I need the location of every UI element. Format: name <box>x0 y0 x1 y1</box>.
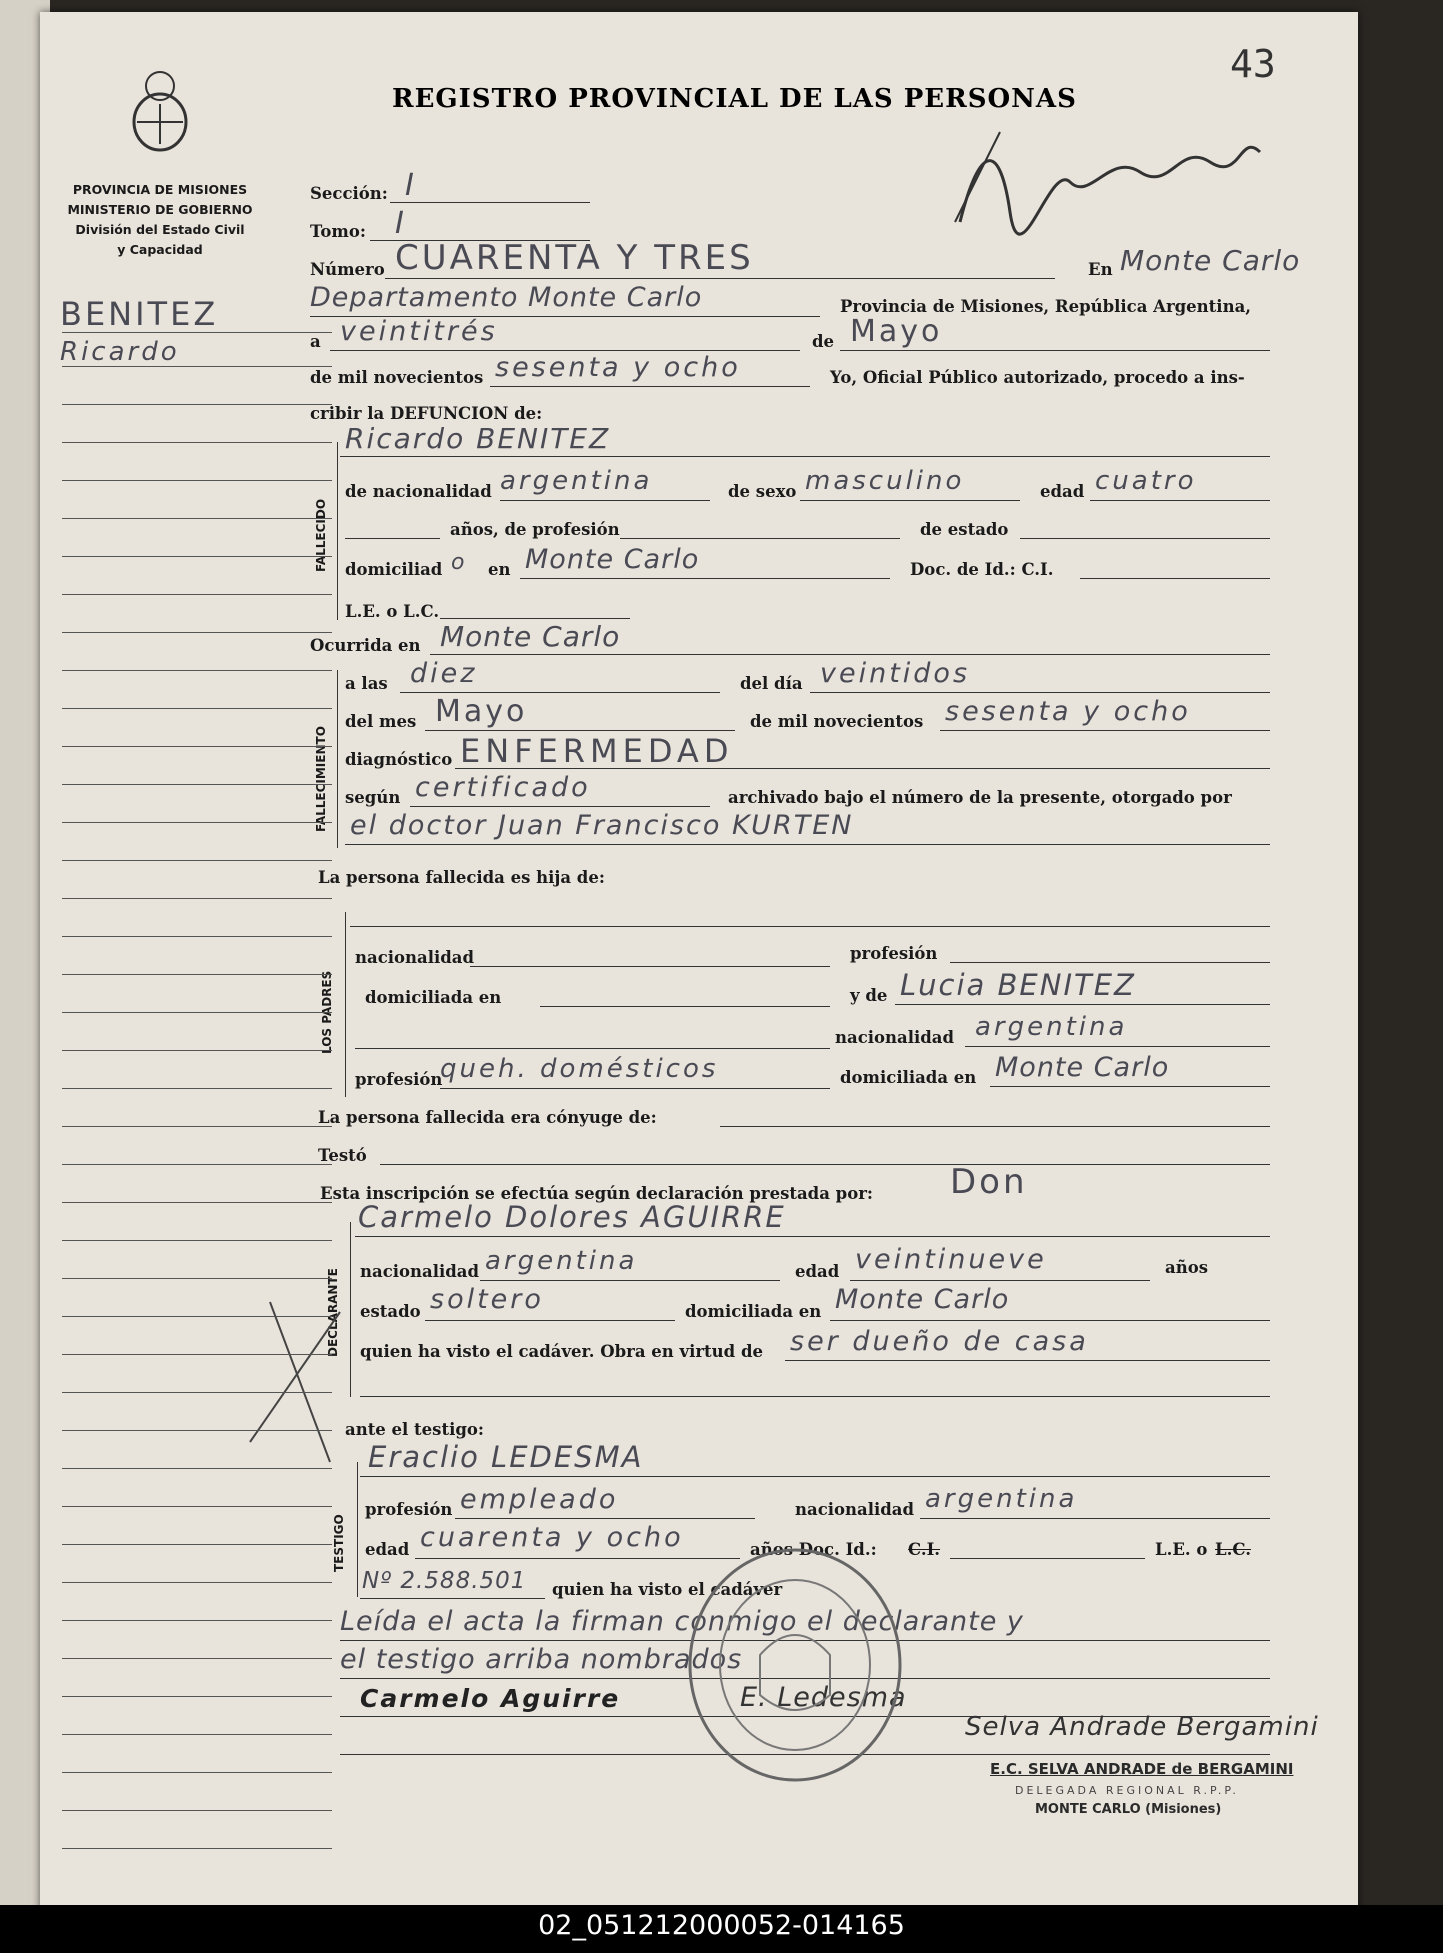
official-signature: Selva Andrade Bergamini <box>965 1712 1319 1742</box>
province-label: PROVINCIA DE MISIONES <box>72 182 248 197</box>
margin-line <box>62 1354 332 1355</box>
de-estado-label: de estado <box>920 520 1009 539</box>
oficial-label: Yo, Oficial Público autorizado, procedo a ins- <box>830 368 1245 387</box>
virtud-value: ser dueño de casa <box>790 1326 1089 1357</box>
margin-line <box>62 1126 332 1127</box>
profesion-madre-value: queh. domésticos <box>440 1054 719 1084</box>
domicilio-padre-line <box>540 1006 830 1007</box>
margin-line <box>62 1316 332 1317</box>
testo-label: Testó <box>318 1146 367 1165</box>
margin-line <box>62 898 332 899</box>
profesion-testigo-label: profesión <box>365 1500 453 1519</box>
dia-fall-value: veintidos <box>820 658 971 689</box>
domicilio-decl-value: Monte Carlo <box>835 1284 1010 1315</box>
fallecido-bar <box>337 442 338 620</box>
margin-line <box>62 1392 332 1393</box>
margin-line <box>62 442 332 443</box>
mes-fall-line <box>425 730 735 731</box>
le-o-label: L.E. o <box>1155 1540 1208 1559</box>
sexo-line <box>800 500 1020 501</box>
edad-label: edad <box>1040 482 1085 501</box>
edad-decl-line <box>850 1280 1150 1281</box>
margin-line <box>62 1734 332 1735</box>
margin-line <box>62 1696 332 1697</box>
de-mil-label: de mil novecientos <box>310 368 484 387</box>
margin-line <box>62 784 332 785</box>
hija-de-label: La persona fallecida es hija de: <box>318 868 605 887</box>
domiciliada-decl-label: domiciliada en <box>685 1302 822 1321</box>
nacionalidad-testigo-value: argentina <box>925 1484 1078 1514</box>
don-value: Don <box>950 1162 1028 1202</box>
anio-fall-line <box>940 730 1270 731</box>
padre-name-line <box>350 926 1270 927</box>
lugar-value: Monte Carlo <box>1120 244 1301 277</box>
anos-decl-label: años <box>1165 1258 1208 1277</box>
margin-line <box>62 708 332 709</box>
margin-line <box>62 1202 332 1203</box>
a-las-label: a las <box>345 674 388 693</box>
margin-line <box>62 1620 332 1621</box>
coat-of-arms-icon <box>125 64 195 154</box>
doc-testigo-line <box>950 1558 1145 1559</box>
seccion-label: Sección: <box>310 184 388 203</box>
declarante-name-line <box>355 1236 1270 1237</box>
inscribir-label: cribir la DEFUNCION de: <box>310 404 543 423</box>
doc-id-label: Doc. de Id.: C.I. <box>910 560 1054 579</box>
del-dia-label: del día <box>740 674 803 693</box>
madre-extra-line <box>355 1048 830 1049</box>
signature-scribble <box>940 122 1270 242</box>
en-domicilio-label: en <box>488 560 511 579</box>
margin-line <box>62 1164 332 1165</box>
division-label-2: y Capacidad <box>117 242 203 257</box>
numero-line <box>385 278 1055 279</box>
profesion-madre-line <box>440 1088 830 1089</box>
nacionalidad-testigo-line <box>920 1518 1270 1519</box>
estado-line <box>1020 538 1270 539</box>
ocurrida-line <box>430 654 1270 655</box>
domicilio-madre-value: Monte Carlo <box>995 1052 1170 1083</box>
de-label: de <box>812 332 835 351</box>
margin-line <box>62 1430 332 1431</box>
domicilio-value: Monte Carlo <box>525 544 700 575</box>
domiciliada-padre-label: domiciliada en <box>365 988 502 1007</box>
declarante-name-value: Carmelo Dolores AGUIRRE <box>358 1200 786 1234</box>
note-text-2: el testigo arriba nombrados <box>340 1644 743 1675</box>
doctor-value: el doctor Juan Francisco KURTEN <box>350 810 854 841</box>
margin-line <box>62 366 332 367</box>
ocurrida-value: Monte Carlo <box>440 620 621 653</box>
margin-line <box>62 670 332 671</box>
nacionalidad-line <box>500 500 710 501</box>
hora-value: diez <box>410 658 478 689</box>
doc-num-line <box>360 1598 545 1599</box>
conyuge-label: La persona fallecida era cónyuge de: <box>318 1108 657 1127</box>
testo-line <box>380 1164 1270 1165</box>
testigo-name-value: Eraclio LEDESMA <box>368 1440 644 1474</box>
official-seal-icon <box>680 1540 910 1790</box>
margin-surname: BENITEZ <box>60 295 219 333</box>
estado-decl-value: soltero <box>430 1284 544 1315</box>
header-block <box>40 180 280 260</box>
testigo-bar <box>357 1462 358 1597</box>
note-text-1: Leída el acta la firman conmigo el declarante y <box>340 1606 1024 1637</box>
stamp-role: DELEGADA REGIONAL R.P.P. <box>1015 1784 1239 1797</box>
mes-fall-value: Mayo <box>435 694 528 729</box>
image-caption: 02_051212000052-014165 <box>538 1910 905 1941</box>
margin-line <box>62 1810 332 1811</box>
domicilio-madre-line <box>990 1086 1270 1087</box>
margin-line <box>62 974 332 975</box>
anio-line <box>490 386 810 387</box>
margin-line <box>62 936 332 937</box>
nacionalidad-value: argentina <box>500 466 653 496</box>
le-lc-label: L.E. o L.C. <box>345 602 440 621</box>
comma-nacionalidad-label: nacionalidad <box>835 1028 954 1047</box>
fallecido-side-label: FALLECIDO <box>314 498 328 572</box>
margin-line <box>62 1582 332 1583</box>
margin-line <box>62 1506 332 1507</box>
domiciliado-label: domiciliad <box>345 560 443 579</box>
segun-value: certificado <box>415 772 591 803</box>
nacionalidad-decl-line <box>480 1280 780 1281</box>
le-lc-line <box>440 618 630 619</box>
domiciliada-madre-label: domiciliada en <box>840 1068 977 1087</box>
margin-line <box>62 1658 332 1659</box>
margin-line <box>62 1278 332 1279</box>
de-mil-nov-label: de mil novecientos <box>750 712 924 731</box>
margin-line <box>62 746 332 747</box>
margin-line <box>62 1544 332 1545</box>
hora-line <box>400 692 720 693</box>
dia-fall-line <box>810 692 1270 693</box>
doc-testigo-value: Nº 2.588.501 <box>362 1568 527 1594</box>
fallecido-name-value: Ricardo BENITEZ <box>345 422 611 455</box>
anio-value: sesenta y ocho <box>495 352 741 383</box>
page-title: REGISTRO PROVINCIAL DE LAS PERSONAS <box>392 84 1077 114</box>
division-label: División del Estado Civil <box>75 222 245 237</box>
estado-decl-line <box>425 1320 675 1321</box>
diagnostico-label: diagnóstico <box>345 750 453 769</box>
a-label: a <box>310 332 321 351</box>
profesion-testigo-line <box>455 1518 755 1519</box>
ocurrida-label: Ocurrida en <box>310 636 421 655</box>
margin-line <box>62 518 332 519</box>
profesion-padre-line <box>950 962 1270 963</box>
segun-line <box>410 806 710 807</box>
ci-struck-label: C.I. <box>908 1540 941 1559</box>
virtud-line <box>785 1360 1270 1361</box>
fallecimiento-side-label: FALLECIMIENTO <box>314 726 328 832</box>
y-de-label: y de <box>850 986 888 1005</box>
visto-label: quien ha visto el cadáver. Obra en virtud de <box>360 1342 763 1361</box>
declaracion-label: Esta inscripción se efectúa según declaración prestada por: <box>320 1184 873 1203</box>
lc-struck-label: L.C. <box>1215 1540 1251 1559</box>
sexo-value: masculino <box>805 466 965 496</box>
ante-testigo-label: ante el testigo: <box>345 1420 484 1439</box>
archivado-label: archivado bajo el número de la presente, otorgado por <box>728 788 1232 807</box>
visto-testigo-label: quien ha visto el cadáver <box>552 1580 783 1599</box>
anos-line <box>345 538 440 539</box>
numero-label: Número <box>310 260 385 279</box>
domicilio-decl-line <box>830 1320 1270 1321</box>
nacionalidad-madre-value: argentina <box>975 1012 1128 1042</box>
fallecimiento-bar <box>337 670 338 848</box>
margin-given-name: Ricardo <box>60 337 180 367</box>
doc-id-line <box>1080 578 1270 579</box>
margin-line <box>62 1240 332 1241</box>
stamp-name: E.C. SELVA ANDRADE de BERGAMINI <box>990 1760 1294 1778</box>
profesion-padre-label: profesión <box>850 944 938 963</box>
del-mes-label: del mes <box>345 712 417 731</box>
provincia-label: Provincia de Misiones, República Argentina, <box>840 297 1252 316</box>
margin-line <box>62 632 332 633</box>
domicilio-line <box>520 578 890 579</box>
edad-decl-label: edad <box>795 1262 840 1281</box>
departamento-value: Departamento Monte Carlo <box>310 282 703 313</box>
margin-line <box>62 404 332 405</box>
margin-line <box>62 332 332 333</box>
margin-line <box>62 556 332 557</box>
segun-label: según <box>345 788 401 807</box>
margin-cross-mark <box>240 1292 360 1472</box>
declarante-extra-line <box>360 1396 1270 1397</box>
edad-value: cuatro <box>1095 466 1197 496</box>
diagnostico-value: ENFERMEDAD <box>460 732 734 770</box>
anos-profesion-label: años, de profesión <box>450 520 620 539</box>
nacionalidad-madre-line <box>965 1046 1270 1047</box>
domiciliado-suffix: o <box>451 550 468 575</box>
seccion-line <box>390 202 590 203</box>
fallecido-name-line <box>340 456 1270 457</box>
edad-decl-value: veintinueve <box>855 1244 1047 1275</box>
dia-line <box>330 350 800 351</box>
margin-line <box>62 480 332 481</box>
estado-decl-label: estado <box>360 1302 421 1321</box>
margin-line <box>62 594 332 595</box>
mes-line <box>840 350 1270 351</box>
padres-side-label: LOS PADRES <box>320 970 334 1054</box>
margin-line <box>62 1050 332 1051</box>
tomo-value: I <box>395 206 407 241</box>
anos-doc-label: años Doc. Id.: <box>750 1540 877 1559</box>
madre-line <box>895 1004 1270 1005</box>
tomo-label: Tomo: <box>310 222 366 241</box>
profesion-madre-label: profesión <box>355 1070 443 1089</box>
en-label: En <box>1088 260 1113 279</box>
margin-line <box>62 1468 332 1469</box>
testigo-name-line <box>360 1476 1270 1477</box>
profesion-line <box>620 538 900 539</box>
margin-line <box>62 860 332 861</box>
conyuge-line <box>720 1126 1270 1127</box>
nacionalidad-label: de nacionalidad <box>345 482 492 501</box>
seccion-value: I <box>405 168 417 203</box>
sexo-label: de sexo <box>728 482 797 501</box>
page-number: 43 <box>1230 42 1276 86</box>
nacionalidad-testigo-label: nacionalidad <box>795 1500 914 1519</box>
mes-value: Mayo <box>850 314 943 349</box>
edad-testigo-label: edad <box>365 1540 410 1559</box>
margin-line <box>62 1012 332 1013</box>
nacionalidad-padre-label: nacionalidad <box>355 948 474 967</box>
margin-line <box>62 822 332 823</box>
declarant-signature: Carmelo Aguirre <box>360 1684 621 1713</box>
profesion-testigo-value: empleado <box>460 1484 619 1515</box>
anio-fall-value: sesenta y ocho <box>945 696 1191 727</box>
register-page <box>40 12 1358 1912</box>
testigo-side-label: TESTIGO <box>332 1514 346 1572</box>
dia-value: veintitrés <box>340 316 498 347</box>
edad-line <box>1090 500 1270 501</box>
margin-line <box>62 1772 332 1773</box>
margin-line <box>62 1088 332 1089</box>
numero-value: CUARENTA Y TRES <box>395 238 754 278</box>
edad-testigo-value: cuarenta y ocho <box>420 1522 684 1553</box>
witness-signature: E. Ledesma <box>740 1682 907 1713</box>
madre-value: Lucia BENITEZ <box>900 968 1136 1002</box>
nacionalidad-decl-label: nacionalidad <box>360 1262 479 1281</box>
declarante-side-label: DECLARANTE <box>326 1268 340 1357</box>
nacionalidad-decl-value: argentina <box>485 1246 638 1276</box>
padres-bar <box>345 912 346 1097</box>
stamp-place: MONTE CARLO (Misiones) <box>1035 1802 1222 1817</box>
margin-line <box>62 1848 332 1849</box>
ministry-label: MINISTERIO DE GOBIERNO <box>67 202 253 217</box>
nacionalidad-padre-line <box>470 966 830 967</box>
doctor-line <box>345 844 1270 845</box>
